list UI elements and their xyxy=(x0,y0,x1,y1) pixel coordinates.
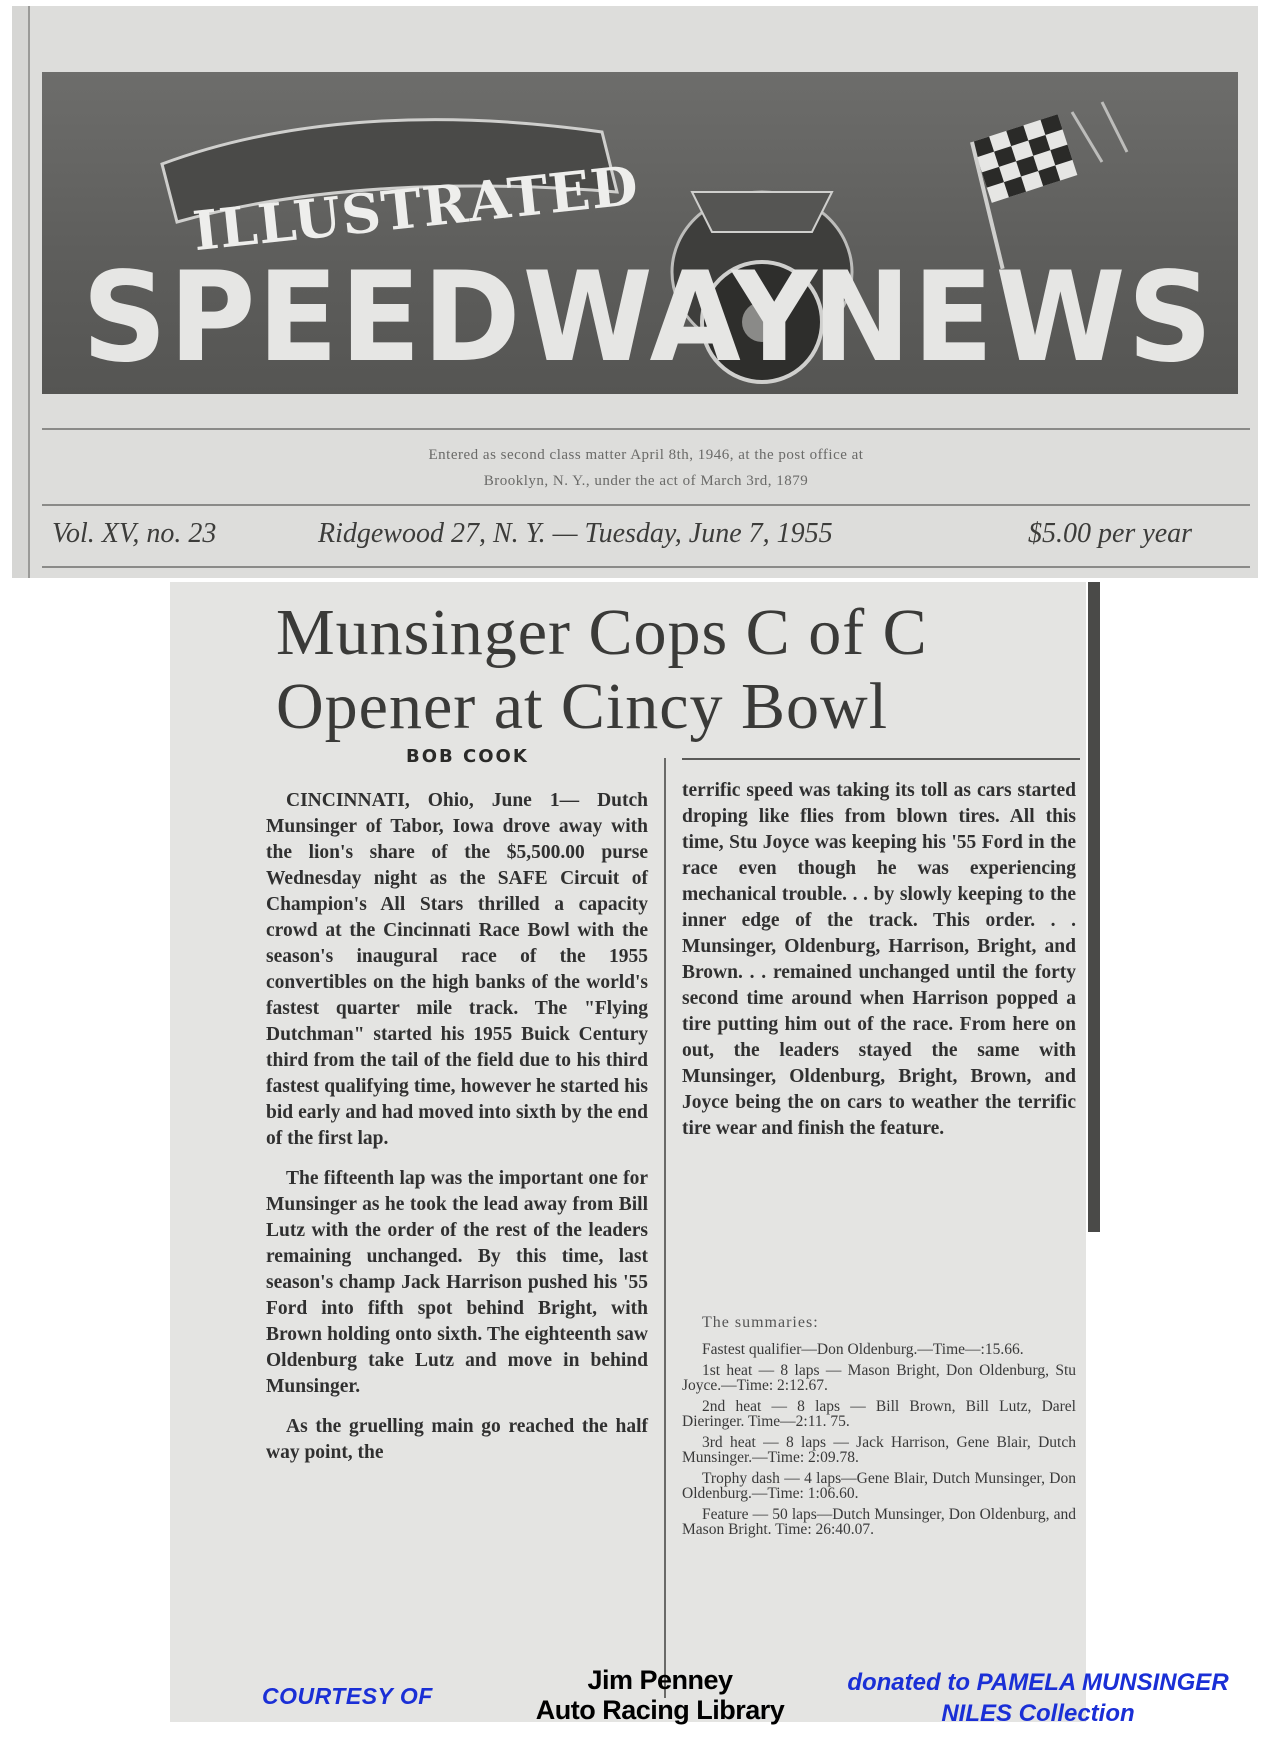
article-headline: Munsinger Cops C of C Opener at Cincy Bowl xyxy=(276,596,928,743)
summary-item: Trophy dash — 4 laps—Gene Blair, Dutch Munsinger, Don Oldenburg.—Time: 1:06.60. xyxy=(682,1469,1076,1502)
race-summaries xyxy=(682,1342,1076,1543)
donation-credit-line-1: donated to PAMELA MUNSINGER xyxy=(847,1669,1229,1696)
library-credit-line-1: Jim Penney xyxy=(587,1665,733,1695)
postal-notice xyxy=(42,442,1250,494)
summary-item: Fastest qualifier—Don Oldenburg.—Time—:15.66. xyxy=(702,1341,1024,1358)
article-column-right xyxy=(682,778,1076,1156)
summary-item: 2nd heat — 8 laps — Bill Brown, Bill Lutz, Darel Dieringer. Time—2:11. 75. xyxy=(682,1397,1076,1430)
library-credit-line-2: Auto Racing Library xyxy=(535,1695,785,1725)
article-paragraph: As the gruelling main go reached the half way point, the xyxy=(266,1416,648,1463)
library-credit xyxy=(480,1665,840,1725)
postal-notice-line-1: Entered as second class matter April 8th, 1946, at the post office at xyxy=(428,447,864,463)
summary-item: 3rd heat — 8 laps — Jack Harrison, Gene Blair, Dutch Munsinger.—Time: 2:09.78. xyxy=(682,1433,1076,1466)
volume-number: Vol. XV, no. 23 xyxy=(52,518,217,549)
donation-credit-line-2: NILES Collection xyxy=(941,1700,1135,1727)
article-paragraph: terrific speed was taking its toll as cars started droping like flies from blown tires. All this time, Stu Joyce was keeping his '55 Ford in the race even though he was experiencing mechanical trouble. . . by slowly keeping to the inner edge of the track. This order. . . Munsinger, Oldenburg, Harrison, Bright, and Brown. . . remained unchanged until the forty second time around when Harrison popped a tire putting him out of the race. From here on out, the leaders stayed the same with Munsinger, Oldenburg, Bright, Brown, and Joyce being the on cars to weather the terrific tire wear and finish the feature. xyxy=(682,780,1076,1139)
banner-ribbon-text: ILLUSTRATED xyxy=(189,152,642,264)
article-paragraph: CINCINNATI, Ohio, June 1— Dutch Munsinger of Tabor, Iowa drove away with the lion's share of the $5,500.00 purse Wednesday night as the SAFE Circuit of Champion's All Stars thrilled a capacity crowd at the Cincinnati Race Bowl with the season's inaugural race of the 1955 convertibles on the high banks of the world's fastest quarter mile track. The "Flying Dutchman" started his 1955 Buick Century third from the tail of the field due to his third fastest qualifying time, however he started his bid early and had moved into sixth by the end of the first lap. xyxy=(266,790,648,1149)
masthead-banner xyxy=(42,72,1238,394)
masthead-rule-middle xyxy=(42,504,1250,506)
courtesy-label: COURTESY OF xyxy=(262,1683,433,1709)
summaries-heading: The summaries: xyxy=(702,1314,819,1331)
column-top-rule xyxy=(682,758,1080,760)
postal-notice-line-2: Brooklyn, N. Y., under the act of March 3rd, 1879 xyxy=(483,473,809,489)
masthead-clipping xyxy=(12,6,1258,578)
masthead-title-right: NEWS xyxy=(812,244,1215,390)
article-clipping xyxy=(170,582,1086,1722)
article-paragraph: The fifteenth lap was the important one for Munsinger as he took the lead away from Bill Lutz with the order of the rest of the leaders remaining unchanged. By this time, last season's champ Jack Harrison pushed his '55 Ford into fifth spot behind Bright, with Brown holding onto sixth. The eighteenth saw Oldenburg take Lutz and move in behind Munsinger. xyxy=(266,1168,648,1397)
subscription-price: $5.00 per year xyxy=(1028,518,1193,549)
article-byline: BOB COOK xyxy=(406,746,529,767)
masthead-rule-bottom xyxy=(42,566,1250,568)
summary-item: 1st heat — 8 laps — Mason Bright, Don Oldenburg, Stu Joyce.—Time: 2:12.67. xyxy=(682,1361,1076,1394)
summary-item: Feature — 50 laps—Dutch Munsinger, Don Oldenburg, and Mason Bright. Time: 26:40.07. xyxy=(682,1505,1076,1538)
clipping-right-edge-bar xyxy=(1088,582,1100,1232)
masthead-rule-top xyxy=(42,428,1250,430)
masthead-title-left: SPEEDWAY xyxy=(82,244,819,390)
issue-dateline: Ridgewood 27, N. Y. — Tuesday, June 7, 1955 xyxy=(318,518,833,549)
column-divider xyxy=(664,758,666,1698)
donation-credit xyxy=(808,1667,1268,1729)
article-column-left xyxy=(266,788,648,1480)
clipping-edge-strip xyxy=(12,6,30,578)
